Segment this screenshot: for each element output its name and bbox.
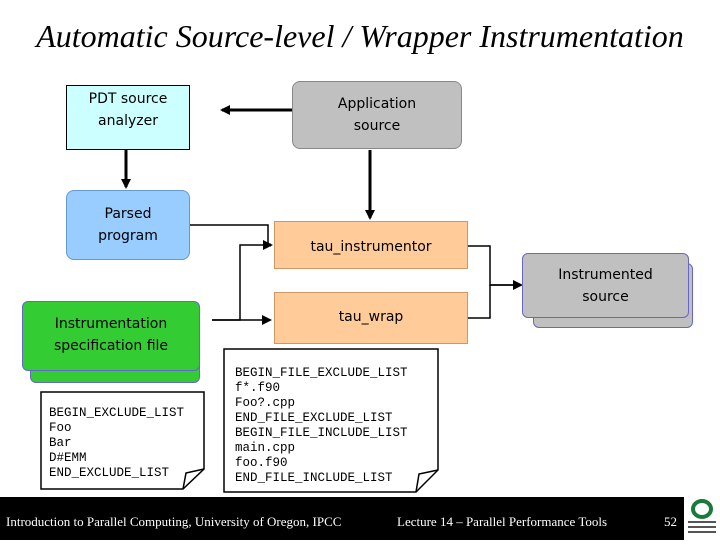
arrow-wrap-instrumented: [468, 285, 490, 318]
footer-page-number: 52: [664, 514, 677, 529]
arrow-spec-instrumentor: [212, 245, 268, 320]
instrumented-label-line-1: Instrumented: [558, 266, 653, 283]
instrumented-source-box: [522, 253, 689, 318]
exclude-list-text: BEGIN_EXCLUDE_LIST Foo Bar D#EMM END_EXCLUDE_LIST: [49, 406, 185, 480]
file-list-text: BEGIN_FILE_EXCLUDE_LIST f*.f90 Foo?.cpp END_FILE_EXCLUDE_LIST BEGIN_FILE_INCLUDE_LIST main.cpp foo.f90 END_FILE_INCLUDE_LIST: [235, 366, 408, 485]
tau-wrap-label: tau_wrap: [338, 309, 404, 325]
logo-mark-icon: [684, 497, 720, 540]
tau-instrumentor-box: [274, 221, 468, 269]
spec-label-line-1: Instrumentation: [54, 316, 168, 332]
parsed-label-line-2: program: [98, 228, 158, 244]
parsed-program-box: [66, 190, 190, 260]
pdt-analyzer-box: [66, 85, 190, 150]
parsed-label-line-1: Parsed: [104, 206, 152, 222]
university-logo: [684, 497, 720, 540]
tau-instrumentor-label: tau_instrumentor: [310, 239, 432, 255]
slide-title: Automatic Source-level / Wrapper Instrumentation: [36, 18, 684, 54]
arrow-parsed-instrumentor: [190, 225, 269, 245]
app-label-line-2: source: [353, 118, 401, 134]
instrumented-label-line-2: source: [582, 288, 629, 305]
tau-wrap-box: [274, 292, 468, 344]
pdt-label-line-2: analyzer: [98, 113, 158, 129]
app-label-line-1: Application: [337, 96, 417, 112]
spec-file-box: [22, 301, 200, 371]
footer-bar: [0, 497, 720, 540]
spec-label-line-2: specification file: [53, 338, 169, 354]
arrow-instrumentor-instrumented: [468, 246, 520, 285]
footer-course: Introduction to Parallel Computing, University of Oregon, IPCC: [6, 514, 342, 529]
footer-lecture: Lecture 14 – Parallel Performance Tools: [397, 514, 608, 529]
pdt-label-line-1: PDT source: [88, 91, 168, 107]
application-source-box: [292, 81, 462, 149]
